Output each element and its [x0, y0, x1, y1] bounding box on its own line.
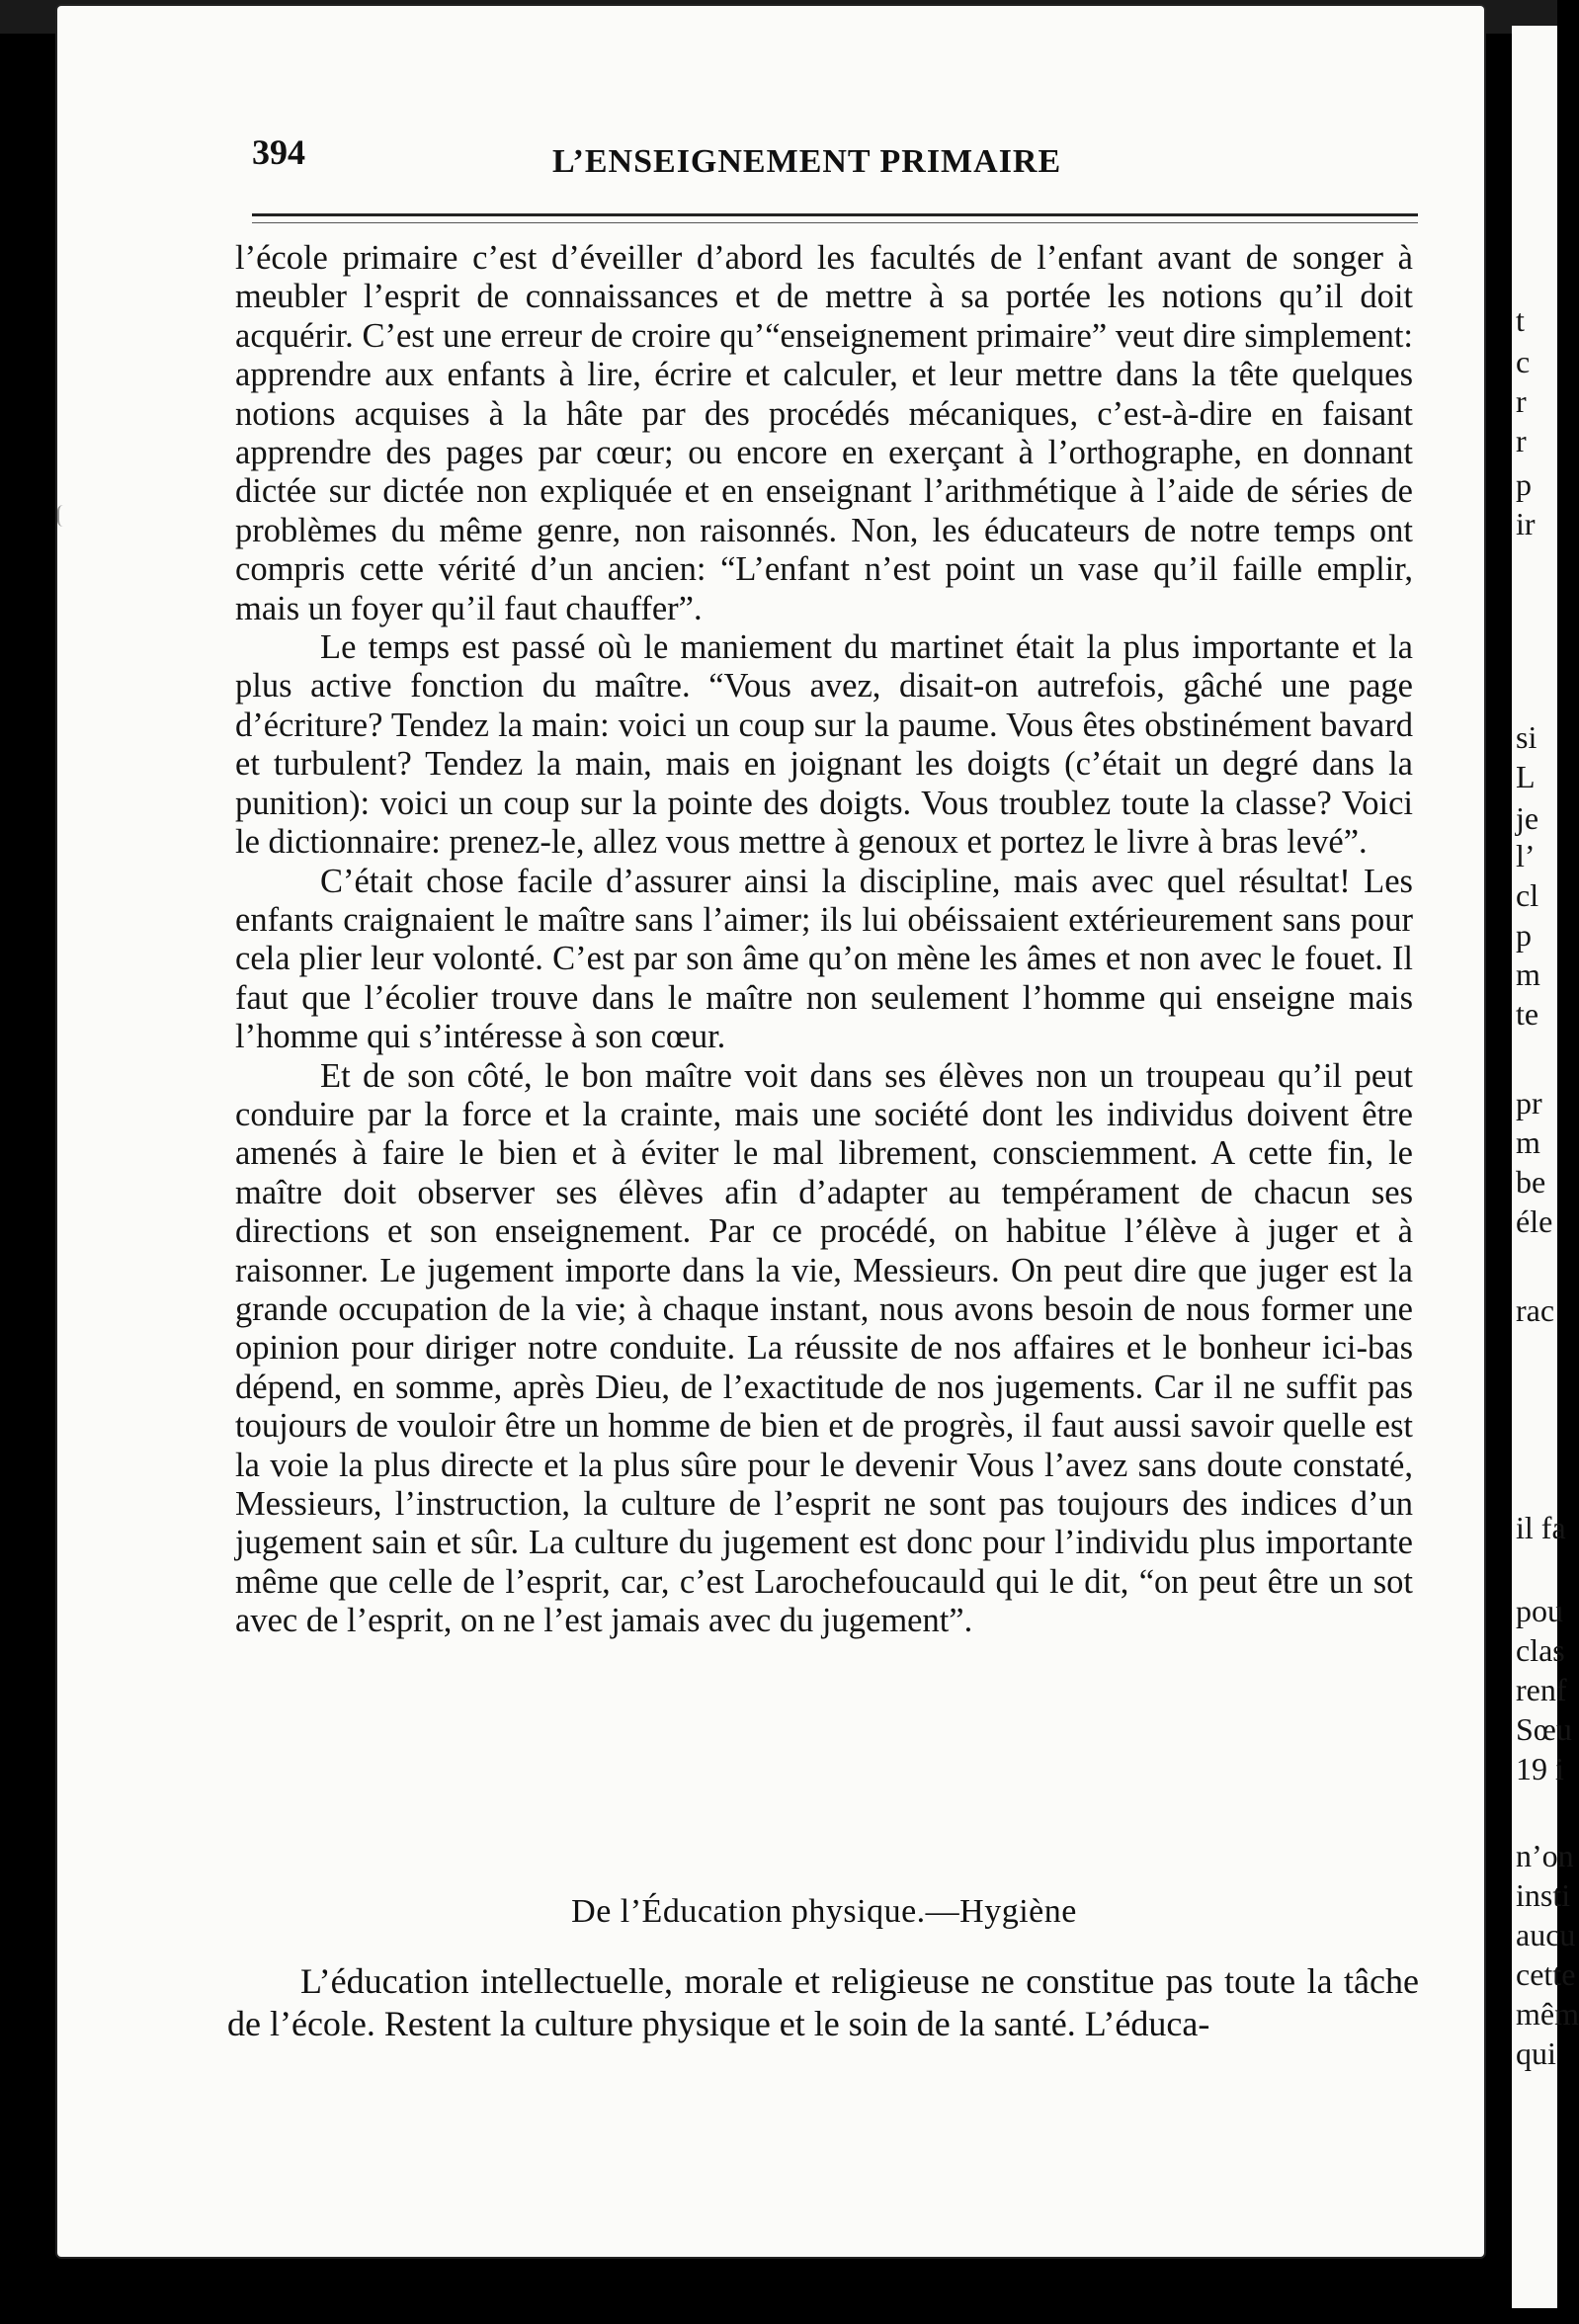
adjacent-page-fragment: Sœu [1516, 1711, 1572, 1747]
adjacent-page-fragment: insti [1516, 1877, 1571, 1913]
adjacent-page-fragment: l’ [1516, 838, 1536, 873]
closing-text [227, 1960, 1419, 2045]
adjacent-page-fragment: cette [1516, 1956, 1576, 1992]
page-header [252, 131, 1418, 187]
adjacent-page-fragment: t [1516, 302, 1525, 338]
adjacent-page-fragment: p [1516, 917, 1532, 953]
adjacent-page-fragment: r [1516, 423, 1527, 458]
adjacent-page-fragment: m [1516, 956, 1540, 992]
scan-mark [57, 505, 69, 527]
adjacent-page-fragment: 19 i [1516, 1751, 1564, 1786]
adjacent-page-fragment: L [1516, 759, 1536, 794]
adjacent-page-fragment: cl [1516, 877, 1539, 913]
adjacent-page-fragment: r [1516, 383, 1527, 419]
adjacent-page-fragment: pou [1516, 1593, 1563, 1628]
adjacent-page-fragment: clas [1516, 1632, 1565, 1668]
adjacent-page-fragment: p [1516, 466, 1532, 502]
closing-paragraph: L’éducation intellectuelle, morale et religieuse ne constitue pas toute la tâche de l’école. Restent la culture physique et le soin de la santé. L’éduca- [227, 1961, 1419, 2043]
adjacent-page-fragment: mêm [1516, 1996, 1579, 2032]
paragraph: Le temps est passé où le maniement du martinet était la plus importante et la plus active fonction du maître. “Vous avez, disait-on autrefois, gâché une page d’écriture? Tendez la main: voici un coup sur la paume. Vous êtes obstinément bavard et turbulent? Tendez la main, mais en joignant les doigts (c’était un degré dans la punition): voici un coup sur la pointe des doigts. Vous troublez toute la classe? Voici le dictionnaire: prenez-le, allez vous mettre à genoux et portez le livre à bras levé”. [235, 628, 1413, 862]
adjacent-page-fragment: pr [1516, 1085, 1542, 1120]
adjacent-page-edge [1512, 26, 1579, 2308]
paragraph: Et de son côté, le bon maître voit dans ses élèves non un troupeau qu’il peut conduire par la force et la crainte, mais une société dont les individus doivent être amenés à faire le bien et à éviter le mal librement, consciemment. A cette fin, le maître doit observer ses élèves afin d’adapter au tempérament de chacun ses directions et son enseignement. Par ce procédé, on habitue l’élève à juger et à raisonner. Le jugement importe dans la vie, Messieurs. On peut dire que juger est la grande occupation de la vie; à chaque instant, nous avons besoin de nous former une opinion pour diriger notre conduite. La réussite de nos affaires et le bonheur ici-bas dépend, en somme, après Dieu, de l’exactitude de nos jugements. Car il ne suffit pas toujours de vouloir être un homme de bien et de progrès, il faut aussi savoir quelle est la voie la plus directe et la plus sûre pour le devenir Vous l’avez sans doute constaté, Messieurs, l’instruction, la culture de l’esprit ne sont pas toujours des indices d’un jugement sain et sûr. La culture du jugement est donc pour l’individu plus importante même que celle de l’esprit, car, c’est Larochefoucauld qui le dit, “on peut être un sot avec de l’esprit, on ne l’est jamais avec du jugement”. [235, 1056, 1413, 1640]
running-title: L’ENSEIGNEMENT PRIMAIRE [552, 143, 1062, 180]
adjacent-page-fragment: be [1516, 1164, 1546, 1200]
adjacent-page-fragment: si [1516, 719, 1537, 755]
paragraph: C’était chose facile d’assurer ainsi la discipline, mais avec quel résultat! Les enfants craignaient le maître sans l’aimer; ils lui obéissaient extérieurement sans pour cela plier leur volonté. C’est par son âme qu’on mène les âmes et non avec le fouet. Il faut que l’écolier trouve dans le maître non seulement l’homme qui enseigne mais l’homme qui s’intéresse à son cœur. [235, 862, 1413, 1056]
adjacent-page-fragment: rac [1516, 1292, 1555, 1328]
adjacent-page-fragment: n’on [1516, 1838, 1574, 1873]
adjacent-page-fragment: qui [1516, 2035, 1556, 2071]
header-rule [252, 213, 1418, 216]
adjacent-page-fragment: éle [1516, 1204, 1553, 1239]
body-text [235, 239, 1413, 1641]
adjacent-page-fragment: il fa [1516, 1510, 1566, 1545]
adjacent-page-fragment: renf [1516, 1672, 1567, 1707]
section-heading: De l’Éducation physique.—Hygiène [571, 1893, 1077, 1930]
paragraph-continued: l’école primaire c’est d’éveiller d’abord les facultés de l’enfant avant de songer à meubler l’esprit de connaissances et de mettre à sa portée les notions qu’il doit acquérir. C’est une erreur de croire qu’“enseignement primaire” veut dire simplement: apprendre aux enfants à lire, écrire et calculer, et leur mettre dans la tête quelques notions acquises à la hâte par des procédés mécaniques, c’est-à-dire en faisant apprendre des pages par cœur; ou encore en exerçant à l’orthographe, en donnant dictée sur dictée non expliquée et en enseignant l’arithmétique à l’aide de séries de problèmes du même genre, non raisonnés. Non, les éducateurs de notre temps ont compris cette vérité d’un ancien: “L’enfant n’est point un vase qu’il faille emplir, mais un foyer qu’il faut chauffer”. [235, 239, 1413, 627]
adjacent-page-fragment: je [1516, 800, 1539, 836]
adjacent-page-fragment: ir [1516, 506, 1536, 541]
header-rule-thin [252, 222, 1418, 223]
adjacent-page-fragment: m [1516, 1124, 1540, 1160]
adjacent-page-fragment: c [1516, 344, 1531, 379]
page-number: 394 [252, 132, 305, 172]
adjacent-page-fragment: aucu [1516, 1917, 1576, 1952]
adjacent-page-fragment: te [1516, 996, 1539, 1032]
